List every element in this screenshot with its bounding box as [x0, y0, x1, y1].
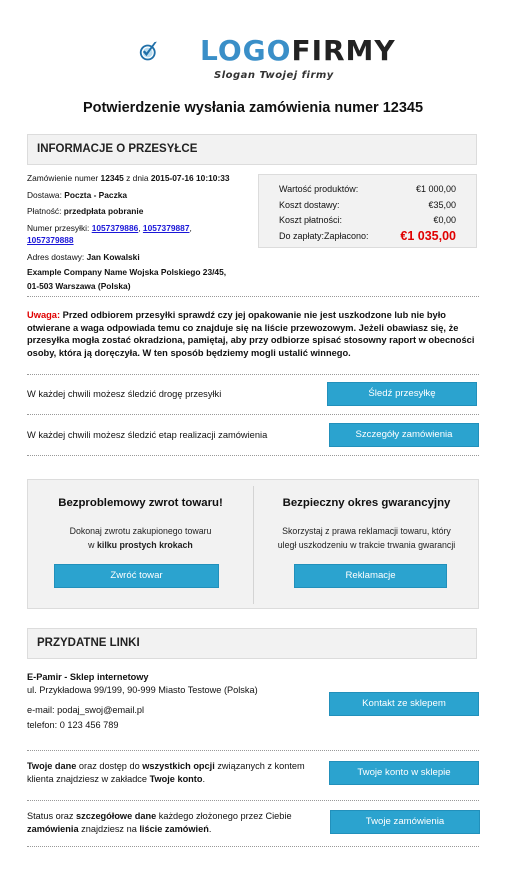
return-title: Bezproblemowy zwrot towaru!	[58, 497, 223, 509]
return-description: Dokonaj zwrotu zakupionego towaru w kilku prostych krokach	[69, 526, 212, 550]
my-account-button[interactable]: Twoje konto w sklepie	[329, 761, 479, 785]
total-amount: €1 035,00	[400, 228, 456, 243]
warranty-title: Bezpieczny okres gwarancyjny	[282, 497, 451, 509]
return-button[interactable]: Zwróć towar	[54, 564, 219, 588]
logo-text: LOGOFIRMY	[200, 34, 396, 67]
shipping-details	[27, 172, 251, 293]
divider	[27, 414, 479, 415]
divider	[27, 296, 479, 297]
orders-text: Status oraz szczegółowe dane każdego złożonego przez Ciebie zamówienia znajdziesz na liście zamówień.	[27, 811, 292, 834]
payment-line: Płatność: przedpłata pobranie	[27, 206, 144, 217]
logo-slogan: Slogan Twojej firmy	[214, 70, 334, 81]
account-text: Twoje dane oraz dostęp do wszystkich opcji związanych z kontem klienta znajdziesz w zakładce Twoje konto.	[27, 761, 305, 784]
warning-notice: Uwaga: Przed odbiorem przesyłki sprawdź czy jej opakowanie nie jest uszkodzone lub nie było otwierane a waga odpowiada temu co znajduje się na liście przewozowym. Jeżeli obawiasz się, że przesyłka mogła zostać okradziona, pamiętaj, aby przy odbiorze spisać stosowny raport w obecności osoby, która ją doręczyła. W ten sposób będziemy mogli ustalić winnego.	[27, 310, 475, 358]
shop-info	[27, 671, 258, 732]
summary-total-row: Do zapłaty:Zapłacono: €1 035,00	[279, 228, 456, 243]
warranty-description: Skorzystaj z prawa reklamacji towaru, który uległ uszkodzeniu w trakcie trwania gwarancji	[277, 526, 456, 550]
shipping-section-heading: INFORMACJE O PRZESYŁCE	[27, 134, 477, 165]
shop-address: ul. Przykładowa 99/199, 90-999 Miasto Testowe (Polska)	[27, 685, 258, 695]
divider	[27, 800, 479, 801]
divider	[27, 846, 479, 847]
order-details-text: W każdej chwili możesz śledzić etap realizacji zamówienia	[27, 430, 268, 440]
tracking-link[interactable]: 1057379887	[142, 222, 190, 233]
address-city: 01-503 Warszawa (Polska)	[27, 281, 131, 292]
links-section-heading: PRZYDATNE LINKI	[27, 628, 477, 659]
shop-name: E-Pamir - Sklep internetowy	[27, 672, 149, 682]
track-shipment-button[interactable]: Śledź przesyłkę	[327, 382, 477, 406]
benefits-box	[27, 479, 479, 609]
summary-row: Koszt płatności: €0,00	[279, 215, 456, 225]
track-shipment-text: W każdej chwili możesz śledzić drogę przesyłki	[27, 389, 222, 399]
divider	[27, 750, 479, 751]
summary-row: Koszt dostawy: €35,00	[279, 199, 456, 210]
delivery-line: Dostawa: Poczta - Paczka	[27, 189, 128, 200]
contact-shop-button[interactable]: Kontakt ze sklepem	[329, 692, 479, 716]
summary-row: Wartość produktów: €1 000,00	[279, 184, 456, 194]
complaint-button[interactable]: Reklamacje	[294, 564, 447, 588]
divider	[27, 374, 479, 375]
address-company: Example Company Name Wojska Polskiego 23/45,	[27, 266, 227, 277]
divider	[27, 455, 479, 456]
order-line: Zamówienie numer 12345 z dnia 2015-07-16 10:10:33	[27, 173, 230, 183]
tracking-link[interactable]: 1057379886	[91, 222, 139, 233]
address-line: Adres dostawy: Jan Kowalski	[27, 251, 140, 262]
order-details-button[interactable]: Szczegóły zamówienia	[329, 423, 479, 447]
shop-email: e-mail: podaj_swoj@email.pl	[27, 705, 145, 715]
shop-phone: telefon: 0 123 456 789	[27, 720, 119, 730]
page-title: Potwierdzenie wysłania zamówienia numer 12345	[82, 100, 424, 116]
tracking-link[interactable]: 1057379888	[27, 235, 74, 246]
logo-mark	[138, 16, 208, 86]
my-orders-button[interactable]: Twoje zamówienia	[330, 810, 480, 834]
tracking-line: Numer przesyłki: 1057379886, 1057379887, 1057379888	[27, 222, 192, 246]
order-summary	[258, 174, 477, 248]
